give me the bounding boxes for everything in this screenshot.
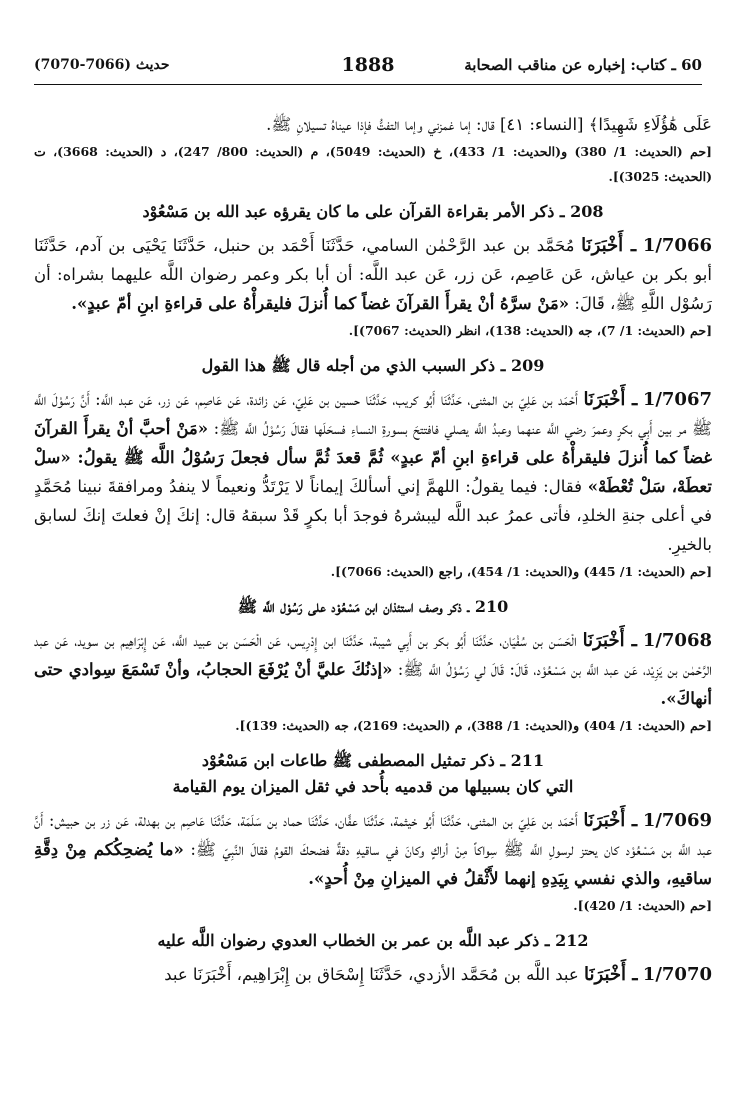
hadith-chain: أَحْمَد بن عَلِيّ بن المثنى، حَدَّثَنَا أَبُو خيثمة، حَدَّثَنَا عفَّان، حَدَّثَنَا حماد بن سَلَمَة، حَدَّثَنَا عَاصِم بن بهدلة، عَن زر بن حبيش: أَنَّ عبد اللَّه بن مَسْعُوْد كان يحتز لرسولِ اللَّه ﷺ سِواكاً مِنْ أراكٍ وكانَ في ساقيهِ دقةٌ فضحكَ القومُ فقالَ النَّبِيّ ﷺ:: [34, 811, 712, 859]
hadith-quote: «إذنُكَ عليَّ أنْ يُرْفَعَ الحجابُ، وأنْ تَسْمَعَ سِوادي حتى أنهاكَ».: [34, 660, 712, 708]
intro-text: عَلَى هَٰؤُلَاءِ شَهِيدًا﴾ [النساء: ٤١] قال: إما غمزني وإما التفتُّ فإذا عيناهُ تسيلانِ ﷺ.: [266, 115, 712, 134]
hadith-7069: [34, 806, 712, 893]
hadith-number: 1/7068: [642, 630, 713, 651]
section-title-212: 212 ـ ذكر عبد اللَّه بن عمر بن الخطاب العدوي رضوان اللَّه عليه: [157, 931, 589, 950]
intro-references: [حم (الحديث: 1/ 380) و(الحديث: 1/ 433)، خ (الحديث: 5049)، م (الحديث: 800/ 247)، د (الحديث: 3668)، ت (الحديث: 3025)].: [34, 144, 712, 184]
hadith-number: 1/7070: [642, 964, 712, 985]
hadith-chain: أَحْمَد بن عَلِيّ بن المثنى، حَدَّثَنَا أَبُو كريب، حَدَّثَنَا حسين بن عَلِيّ، عَن زائدة، عَن عَاصِم، عَن زر، عَن عبد اللَّه: أَنَّ رَسُوْلَ اللَّه ﷺ مر بين أَبِي بكرٍ وعمرَ رضي اللَّه عنهما وعبدُ اللَّه يصلي فافتتحَ بسورةِ النساءِ فسحَلَها فقالَ رَسُوْلُ اللَّه ﷺ:: [34, 390, 712, 438]
akhbarana-marker: ـ أَخْبَرَنَا: [581, 235, 637, 256]
akhbarana-marker: ـ أَخْبَرَنَا: [583, 810, 638, 831]
hadith-number: 1/7067: [642, 389, 713, 410]
hadith-range: حديث (7066-7070): [34, 57, 170, 73]
page-number: 1888: [341, 54, 395, 76]
hadith-number: 1/7066: [642, 235, 713, 256]
page-body: [34, 110, 712, 989]
hadith-references: [حم (الحديث: 1/ 7)، جه (الحديث: 138)، انظر (الحديث: 7067)].: [348, 323, 712, 338]
section-title-210: 210 ـ ذكر وصف استئذان ابن مَسْعُوْد على رَسُوْل اللَّه ﷺ: [237, 597, 509, 616]
section-title-line-2: التي كان بسبيلها من قدميه بأُحد في ثقل الميزان يوم القيامة: [172, 777, 574, 796]
akhbarana-marker: ـ أَخْبَرَنَا: [582, 630, 637, 651]
hadith-tail: فقال: فيما يقولُ: اللهمَّ إني أسألكَ إيماناً لا يَرْتَدُّ ونعيماً لا ينفدُ ومرافقةَ نبينا مُحَمَّدٍ في أعلى جنةِ الخلدِ، فأتى عمرُ عبد اللَّه ليبشرهُ فوجدَ أبا بكرٍ قَدْ سبقهُ قال: إنكَ إنْ فعلتَ إنكَ لسابق بالخيرِ.: [34, 477, 712, 554]
hadith-7070: [34, 960, 712, 989]
akhbarana-marker: ـ أَخْبَرَنَا: [584, 964, 638, 985]
hadith-references: [حم (الحديث: 1/ 404) و(الحديث: 1/ 388)، م (الحديث: 2169)، جه (الحديث: 139)].: [235, 718, 712, 733]
hadith-chain: عبد اللَّه بن مُحَمَّد الأزدي، حَدَّثَنَا إِسْحَاق بن إِبْرَاهِيم، أَخْبَرَنَا عبد: [164, 965, 579, 984]
hadith-quote: «مَنْ أحبَّ أنْ يقرأَ القرآنَ غضاً كما أُنزلَ فليقرأْهُ على قراءةِ ابنِ أمّ عبدٍ» ثُمَّ قعدَ ثُمَّ سأل فجعلَ رَسُوْلُ اللَّه ﷺ يقولُ: «سلْ تعطَهْ، سَلْ تُعْطَهْ»: [34, 419, 712, 496]
chapter-title: 60 ـ كتاب: إخباره عن مناقب الصحابة: [464, 56, 702, 74]
hadith-quote: «مَنْ سرَّهُ أنْ يقرأَ القرآنَ غضاً كما أُنزلَ فليقرأْهُ على قراءةِ ابنِ أمّ عبدٍ».: [71, 294, 570, 313]
hadith-7066: [34, 231, 712, 318]
hadith-references: [حم (الحديث: 1/ 420)].: [573, 898, 712, 913]
section-title-211: [34, 748, 712, 800]
akhbarana-marker: ـ أَخْبَرَنَا: [583, 389, 638, 410]
hadith-references: [حم (الحديث: 1/ 445) و(الحديث: 1/ 454)، راجع (الحديث: 7066)].: [330, 564, 712, 579]
hadith-number: 1/7069: [642, 810, 713, 831]
hadith-7067: [34, 385, 712, 559]
hadith-chain: مُحَمَّد بن عبد الرَّحْمٰن السامي، حَدَّثَنَا أَحْمَد بن حنبل، حَدَّثَنَا يَحْيَى بن آدم، حَدَّثَنَا أبو بكر بن عياش، عَن عَاصِم، عَن زر، عَن عبد اللَّه: أن أبا بكر وعمر رضوان اللَّه عليهما بشراه: أن رَسُوْل اللَّهِ ﷺ، قَالَ:: [34, 236, 712, 313]
section-title-line-1: 211 ـ ذكر تمثيل المصطفى ﷺ طاعات ابن مَسْعُوْد: [201, 751, 545, 770]
section-title-208: 208 ـ ذكر الأمر بقراءة القرآن على ما كان يقرؤه عبد الله بن مَسْعُوْد: [142, 202, 604, 221]
hadith-chain: الْحَسَن بن سُفْيَان، حَدَّثَنَا أَبُو بكر بن أَبِي شيبة، حَدَّثَنَا ابن إِدْرِيس، عَن الْحَسَن بن عبيد اللَّه، عَن إِبْرَاهِيم بن سويد، عَن عبد الرَّحْمٰن بن يَزِيْد، عَن عبد اللَّه بن مَسْعُوْد، قَالَ: قَالَ لي رَسُوْلُ اللَّه ﷺ:: [34, 631, 712, 679]
hadith-quote: «ما يُضحِكُكم مِنْ دِقَّةِ ساقيهِ، والذي نفسي بِيَدِهِ إنهما لأَثْقلُ في الميزانِ مِنْ أُحدٍ».: [34, 840, 712, 888]
hadith-7068: [34, 626, 712, 713]
section-title-209: 209 ـ ذكر السبب الذي من أجله قال ﷺ هذا القول: [201, 356, 545, 375]
running-header: [34, 54, 702, 85]
